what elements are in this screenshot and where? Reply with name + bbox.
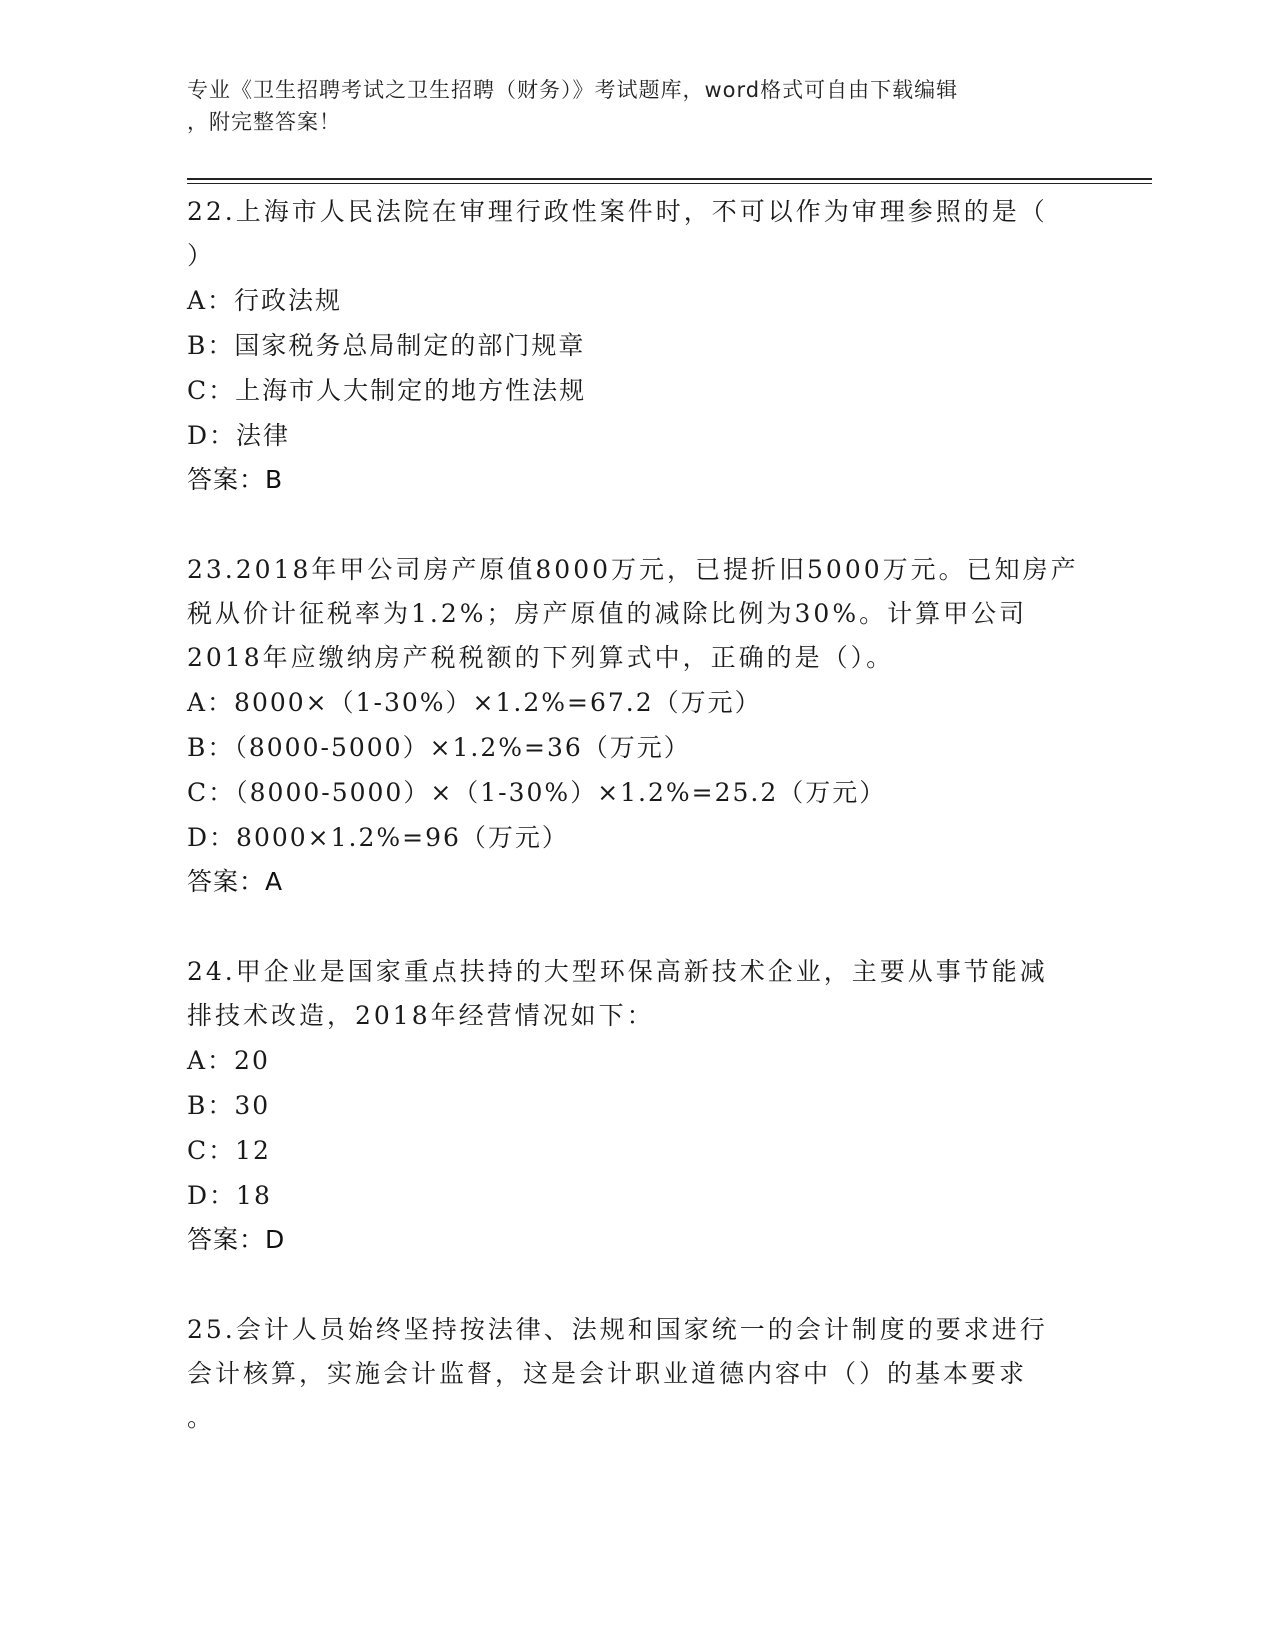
question-text-line: 22.上海市人民法院在审理行政性案件时，不可以作为审理参照的是（ — [187, 197, 1048, 226]
document-header — [187, 74, 1067, 138]
option-d: D：法律 — [187, 421, 291, 450]
option-d: D：18 — [187, 1181, 272, 1210]
question-text-line: 税从价计征税率为1.2%；房产原值的减除比例为30%。计算甲公司 — [187, 599, 1028, 628]
option-b: B：国家税务总局制定的部门规章 — [187, 331, 586, 360]
option-c: C：12 — [187, 1136, 271, 1165]
option-c: C：上海市人大制定的地方性法规 — [187, 376, 587, 405]
answer-line: 答案：A — [187, 867, 284, 896]
header-divider-thick — [187, 178, 1152, 180]
question-22 — [187, 190, 1087, 502]
question-list — [187, 190, 1087, 1486]
answer-line: 答案：B — [187, 465, 284, 494]
question-text-line: 。 — [187, 1403, 216, 1432]
answer-line: 答案：D — [187, 1225, 286, 1254]
option-c: C：（8000-5000）×（1-30%）×1.2%=25.2（万元） — [187, 778, 887, 807]
header-divider-thin — [187, 183, 1152, 184]
question-23 — [187, 548, 1087, 904]
header-line-2: ，附完整答案！ — [187, 110, 341, 134]
option-a: A：行政法规 — [187, 286, 343, 315]
question-text-line: 23.2018年甲公司房产原值8000万元，已提折旧5000万元。已知房产 — [187, 555, 1079, 584]
option-a: A：20 — [187, 1046, 270, 1075]
header-line-1: 专业《卫生招聘考试之卫生招聘（财务）》考试题库，word格式可自由下载编辑 — [187, 78, 959, 102]
question-25 — [187, 1308, 1087, 1440]
question-text-line: 排技术改造，2018年经营情况如下： — [187, 1001, 655, 1030]
option-b: B：（8000-5000）×1.2%=36（万元） — [187, 733, 691, 762]
question-text-line: 会计核算，实施会计监督，这是会计职业道德内容中（）的基本要求 — [187, 1359, 1028, 1388]
question-text-line: 24.甲企业是国家重点扶持的大型环保高新技术企业，主要从事节能减 — [187, 957, 1048, 986]
option-a: A：8000×（1-30%）×1.2%=67.2（万元） — [187, 688, 762, 717]
question-text-line: 25.会计人员始终坚持按法律、法规和国家统一的会计制度的要求进行 — [187, 1315, 1048, 1344]
question-24 — [187, 950, 1087, 1262]
question-text-line: ） — [187, 241, 216, 270]
question-text-line: 2018年应缴纳房产税税额的下列算式中，正确的是（）。 — [187, 643, 895, 672]
option-d: D：8000×1.2%=96（万元） — [187, 823, 569, 852]
option-b: B：30 — [187, 1091, 271, 1120]
